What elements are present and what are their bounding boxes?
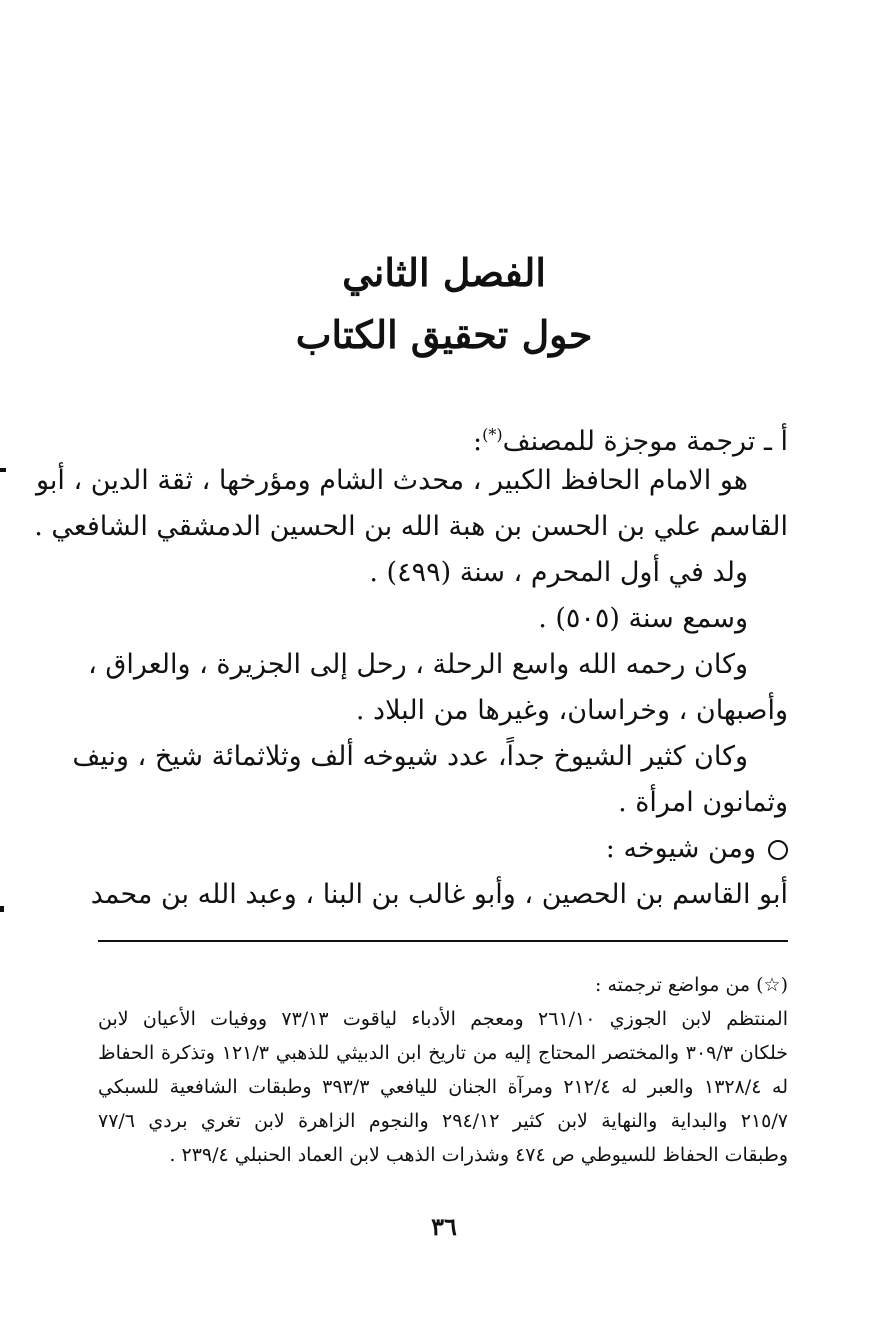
footnote-heading: (☆) من مواضع ترجمته : [595, 974, 788, 996]
section-heading-text: أ ـ ترجمة موجزة للمصنف [502, 426, 788, 457]
body-line-4: وسمع سنة (٥٠٥) . [538, 603, 748, 634]
body-line-1: هو الامام الحافظ الكبير ، محدث الشام ومؤرخها ، ثقة الدين ، أبو [35, 465, 748, 496]
footnote-line-5: وطبقات الحفاظ للسيوطي ص ٤٧٤ وشذرات الذهب لابن العماد الحنبلي ٢٣٩/٤ . [169, 1144, 788, 1166]
body-line-9 [98, 826, 788, 872]
scan-edge-mark [0, 468, 6, 472]
footnote-line-4: ٢١٥/٧ والبداية والنهاية لابن كثير ٢٩٤/١٢ والنجوم الزاهرة لابن تغري بردي ٧٧/٦ [98, 1110, 788, 1132]
body-line-7: وكان كثير الشيوخ جداً، عدد شيوخه ألف وثلاثمائة شيخ ، ونيف [72, 741, 748, 772]
section-heading-colon: : [473, 426, 483, 457]
body-line-5: وكان رحمه الله واسع الرحلة ، رحل إلى الجزيرة ، والعراق ، [88, 649, 748, 680]
circle-bullet-icon [768, 840, 788, 860]
chapter-subtitle: حول تحقيق الكتاب [295, 312, 593, 357]
footnote-line-1: المنتظم لابن الجوزي ٢٦١/١٠ ومعجم الأدباء لياقوت ٧٣/١٣ ووفيات الأعيان لابن [98, 1008, 788, 1030]
page-number: ٣٦ [431, 1212, 457, 1241]
body-line-3: ولد في أول المحرم ، سنة (٤٩٩) . [369, 557, 748, 588]
footnote-line-3: له ١٣٢٨/٤ والعبر له ٢١٢/٤ ومرآة الجنان لليافعي ٣٩٣/٣ وطبقات الشافعية للسبكي [98, 1076, 788, 1098]
footnote-line-2: خلكان ٣٠٩/٣ والمختصر المحتاج إليه من تاريخ ابن الدبيثي للذهبي ١٢١/٣ وتذكرة الحفاظ [98, 1042, 789, 1064]
body-line-6: وأصبهان ، وخراسان، وغيرها من البلاد . [355, 695, 788, 726]
scan-edge-mark [0, 906, 4, 912]
body-line-2: القاسم علي بن الحسن بن هبة الله بن الحسين الدمشقي الشافعي . [34, 511, 788, 542]
footnote-reference: (*) [482, 425, 503, 444]
body-line-10: أبو القاسم بن الحصين ، وأبو غالب بن البنا ، وعبد الله بن محمد [90, 879, 788, 910]
chapter-title: الفصل الثاني [342, 250, 546, 295]
footnote-divider [98, 940, 788, 942]
body-line-9-text: ومن شيوخه : [605, 833, 756, 864]
body-line-8: وثمانون امرأة . [618, 787, 788, 818]
